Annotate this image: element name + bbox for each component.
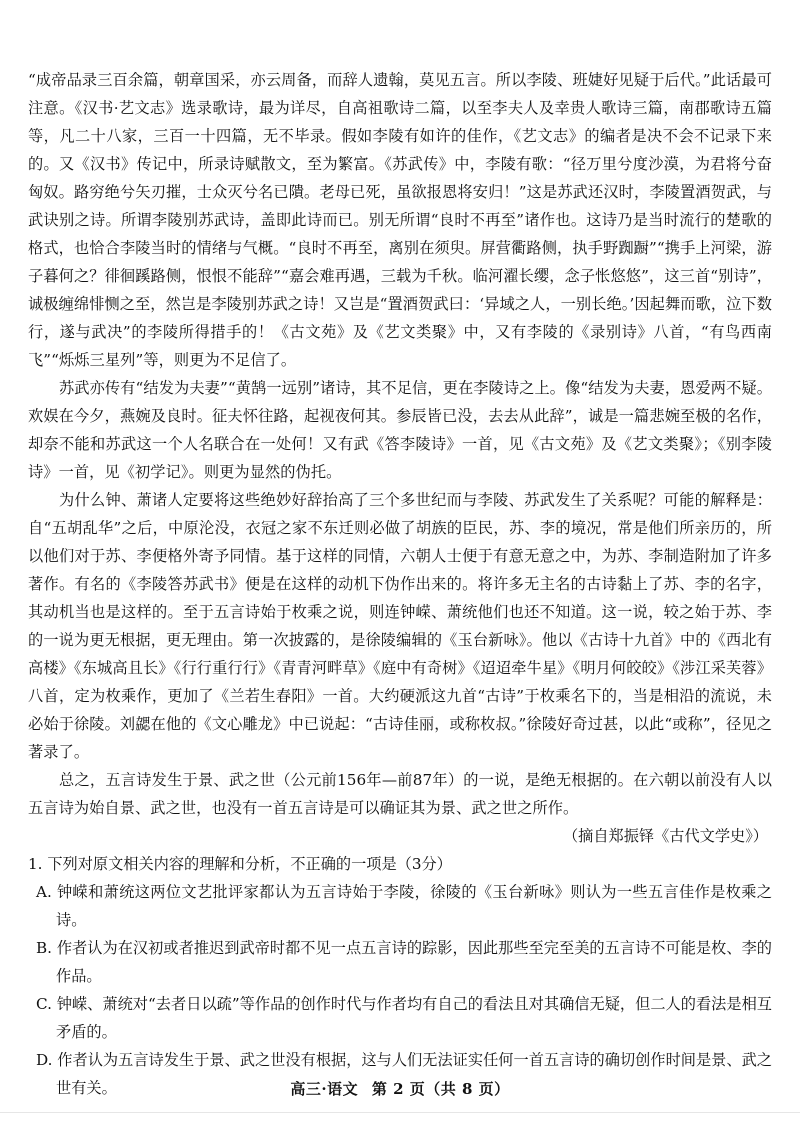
article-paragraph-1: “成帝品录三百余篇，朝章国采，亦云周备，而辞人遗翰，莫见五言。所以李陵、班婕好见疑于后代。”此话最可注意。《汉书·艺文志》选录歌诗，最为详尽，自高祖歌诗二篇，以至李夫人及幸贵人歌诗三篇，南郡歌诗五篇等，凡二十八家，三百一十四篇，无不毕录。假如李陵有如许的佳作，《艺文志》的编者是决不会不记录下来的。又《汉书》传记中，所录诗赋散文，至为繁富。《苏武传》中，李陵有歌：“径万里兮度沙漠，为君将兮奋匈奴。路穷绝兮矢刃摧，士众灭兮名已隤。老母已死，虽欲报恩将安归！”这是苏武还汉时，李陵置酒贺武，与武诀别之诗。所谓李陵别苏武诗，盖即此诗而已。别无所谓“良时不再至”诸作也。这诗乃是当时流行的楚歌的格式，也恰合李陵当时的情绪与气概。“良时不再至，离别在须臾。屏营衢路侧，执手野踟蹰”“携手上河梁，游子暮何之？徘徊蹊路侧，恨恨不能辞”“嘉会难再遇，三载为千秋。临河濯长缨，念子怅悠悠”，这三首“别诗”，诚极缠绵悱恻之至，然岂是李陵别苏武之诗！又岂是“置酒贺武曰：‘异域之人，一别长绝。’因起舞而歌，泣下数行，遂与武决”的李陵所得措手的！《古文苑》及《艺文类聚》中，又有李陵的《录别诗》八首，“有鸟西南飞”“烁烁三星列”等，则更为不足信了。 [28, 71, 772, 369]
footer-grade-subject: 高三·语文 [290, 1080, 359, 1098]
question-1-option-b: B. 作者认为在汉初或者推迟到武帝时都不见一点五言诗的踪影，因此那些至完至美的五言诗不可能是枚、李的作品。 [36, 939, 772, 985]
article-paragraph-2: 苏武亦传有“结发为夫妻”“黄鹄一远别”诸诗，其不足信，更在李陵诗之上。像“结发为夫妻，恩爱两不疑。欢娱在今夕，燕婉及良时。征夫怀往路，起视夜何其。参辰皆已没，去去从此辞”，诚是一篇悲婉至极的名作，却奈不能和苏武这一个人名联合在一处何！又有武《答李陵诗》一首，见《古文苑》及《艺文类聚》；《别李陵诗》一首，见《初学记》。则更为显然的伪托。 [28, 379, 772, 481]
bottom-divider [0, 1112, 800, 1113]
question-1-option-c: C. 钟嵘、萧统对“去者日以疏”等作品的创作时代与作者均有自己的看法且对其确信无疑，但二人的看法是相互矛盾的。 [36, 995, 772, 1041]
footer-page-info: 第 2 页（共 8 页） [371, 1080, 510, 1098]
page-footer [0, 1078, 800, 1099]
document-page [28, 66, 772, 1102]
article-paragraph-3: 为什么钟、萧诸人定要将这些绝妙好辞抬高了三个多世纪而与李陵、苏武发生了关系呢？可能的解释是：自“五胡乱华”之后，中原沦没，衣冠之家不东迁则必做了胡族的臣民，苏、李的境况，常是他们所亲历的，所以他们对于苏、李便格外寄予同情。基于这样的同情，六朝人士便于有意无意之中，为苏、李制造附加了许多著作。有名的《李陵答苏武书》便是在这样的动机下伪作出来的。将许多无主名的古诗黏上了苏、李的名字，其动机当也是这样的。至于五言诗始于枚乘之说，则连钟嵘、萧统他们也还不知道。这一说，较之始于苏、李的一说为更无根据，更无理由。第一次披露的，是徐陵编辑的《玉台新咏》。他以《古诗十九首》中的《西北有高楼》《东城高且长》《行行重行行》《青青河畔草》《庭中有奇树》《迢迢牵牛星》《明月何皎皎》《涉江采芙蓉》八首，定为枚乘作，更加了《兰若生春阳》一首。大约硬派这九首“古诗”于枚乘名下的，当是相沿的流说，未必始于徐陵。刘勰在他的《文心雕龙》中已说起：“古诗佳丽，或称枚叔。”徐陵好奇过甚，以此“或称”，径见之著录了。 [28, 491, 772, 761]
question-1-option-a: A. 钟嵘和萧统这两位文艺批评家都认为五言诗始于李陵，徐陵的《玉台新咏》则认为一些五言佳作是枚乘之诗。 [36, 883, 772, 929]
article-source: （摘自郑振铎《古代文学史》） [562, 827, 768, 845]
question-1-stem: 1. 下列对原文相关内容的理解和分析，不正确的一项是（3分） [28, 855, 452, 873]
article-paragraph-4: 总之，五言诗发生于景、武之世（公元前156年—前87年）的一说，是绝无根据的。在六朝以前没有人以五言诗为始自景、武之世，也没有一首五言诗是可以确证其为景、武之世之所作。 [28, 771, 772, 817]
question-1-option-d: D. 作者认为五言诗发生于景、武之世没有根据，这与人们无法证实任何一首五言诗的确切创作时间是景、武之世有关。 [36, 1051, 772, 1097]
